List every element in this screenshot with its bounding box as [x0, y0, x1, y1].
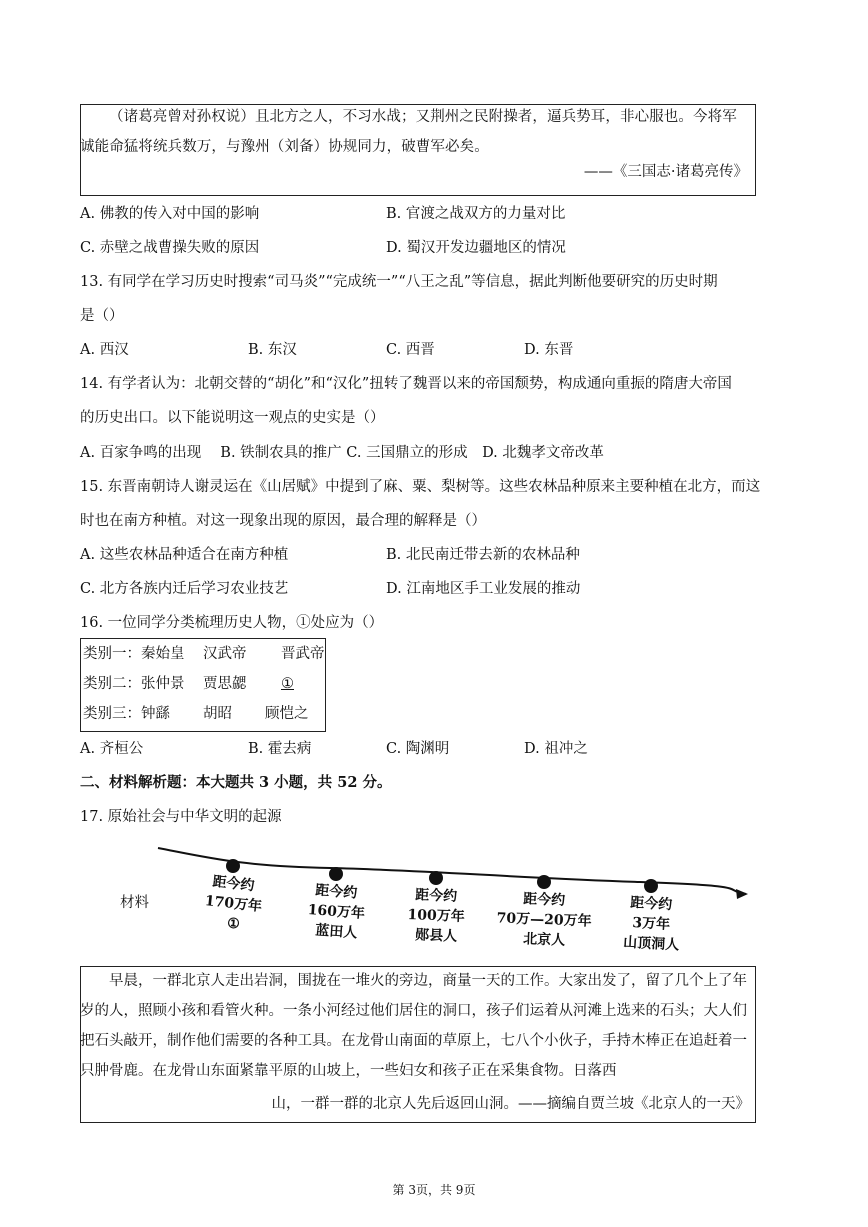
quote-source: ——《三国志·诸葛亮传》 — [583, 164, 748, 180]
question-14-stem: 14. 有学者认为：北朝交替的“胡化”和“汉化”扭转了魏晋以来的帝国颓势，构成通向重振的隋唐大帝国 — [80, 376, 732, 392]
option-a: A. 佛教的传入对中国的影响 — [80, 206, 260, 222]
timeline-label: 距今约 — [414, 887, 458, 905]
timeline-label: 蓝田人 — [314, 922, 358, 942]
material-label: 材料 — [120, 895, 149, 911]
timeline-arrow-icon — [736, 889, 748, 899]
table-cell: 顾恺之 — [265, 706, 309, 722]
option-b: B. 官渡之战双方的力量对比 — [386, 206, 566, 222]
timeline-point — [429, 871, 443, 885]
question-13-stem-cont: 是（） — [80, 308, 124, 324]
option-c: C. 赤壁之战曹操失败的原因 — [80, 240, 260, 256]
question-17-title: 17. 原始社会与中华文明的起源 — [80, 809, 282, 825]
passage-text: 早晨，一群北京人走出岩洞，围拢在一堆火的旁边，商量一天的工作。大家出发了，留了几个上了年岁的人，照顾小孩和看管火种。一条小河经过他们居住的洞口，孩子们运着从河滩上选来的石头；大人们把石头敲开，制作他们需要的各种工具。在龙骨山南面的草原上，七八个小伙子，手持木棒正在追赶着一只肿骨鹿。在龙骨山东面紧靠平原的山坡上，一些妇女和孩子正在采集食物。日落西 — [80, 973, 747, 1079]
timeline-label: 距今约 — [211, 873, 256, 895]
timeline-point — [537, 875, 551, 889]
timeline-label: 北京人 — [522, 931, 566, 949]
table-cell: 类别三：钟繇 — [83, 706, 170, 722]
timeline-point — [644, 879, 658, 893]
timeline-point — [226, 859, 240, 873]
option-d: D. 江南地区手工业发展的推动 — [386, 581, 581, 597]
timeline-label: 160万年 — [307, 902, 366, 922]
timeline-label: 距今约 — [314, 882, 358, 902]
timeline-label: 郧县人 — [414, 927, 458, 945]
timeline-label: 100万年 — [407, 907, 466, 925]
table-cell: 晋武帝 — [281, 646, 325, 662]
table-cell: 类别二：张仲景 — [83, 676, 185, 692]
option-d: D. 祖冲之 — [524, 741, 588, 757]
option-b: B. 霍去病 — [248, 741, 312, 757]
timeline-label: 距今约 — [522, 891, 566, 909]
option-c: C. 北方各族内迁后学习农业技艺 — [80, 581, 289, 597]
timeline-label: 山顶洞人 — [622, 934, 680, 954]
option-a: A. 齐桓公 — [80, 741, 144, 757]
option-b: B. 东汉 — [248, 342, 297, 358]
option-a: A. 西汉 — [80, 342, 129, 358]
timeline-label: 170万年 — [204, 893, 263, 915]
option-d: D. 东晋 — [524, 342, 574, 358]
table-cell: 胡昭 — [203, 706, 232, 722]
timeline-point — [329, 867, 343, 881]
question-14-options: A. 百家争鸣的出现 B. 铁制农具的推广 C. 三国鼎立的形成 D. 北魏孝文帝改革 — [80, 445, 604, 461]
table-cell: 类别一：秦始皇 — [83, 646, 185, 662]
option-d: D. 蜀汉开发边疆地区的情况 — [386, 240, 566, 256]
timeline-label: 距今约 — [629, 894, 673, 914]
question-13-stem: 13. 有同学在学习历史时搜索“司马炎”“完成统一”“八王之乱”等信息，据此判断他要研究的历史时期 — [80, 274, 718, 290]
option-c: C. 陶渊明 — [386, 741, 450, 757]
page-footer: 第 3页，共 9页 — [392, 1183, 476, 1197]
timeline-label: ① — [226, 915, 241, 933]
question-15-stem: 15. 东晋南朝诗人谢灵运在《山居赋》中提到了麻、粟、梨树等。这些农林品种原来主要种植在北方，而这 — [80, 479, 761, 495]
question-15-stem-cont: 时也在南方种植。对这一现象出现的原因，最合理的解释是（） — [80, 513, 486, 529]
timeline-label: 3万年 — [631, 915, 671, 933]
question-14-stem-cont: 的历史出口。以下能说明这一观点的史实是（） — [80, 410, 385, 426]
passage-end: 山，一群一群的北京人先后返回山洞。——摘编自贾兰坡《北京人的一天》 — [271, 1096, 750, 1112]
option-b: B. 北民南迁带去新的农林品种 — [386, 547, 580, 563]
timeline-label: 70万—20万年 — [496, 910, 592, 930]
quote-text: （诸葛亮曾对孙权说）且北方之人，不习水战；又荆州之民附操者，逼兵势耳，非心服也。今将军诚能命猛将统兵数万，与豫州（刘备）协规同力，破曹军必矣。 — [80, 109, 737, 155]
table-cell: 汉武帝 — [203, 646, 247, 662]
section-heading: 二、材料解析题：本大题共 3 小题，共 52 分。 — [80, 774, 392, 791]
table-cell: 贾思勰 — [203, 676, 247, 692]
timeline-diagram — [100, 838, 760, 960]
option-c: C. 西晋 — [386, 342, 435, 358]
classification-table — [80, 638, 326, 732]
question-16-stem: 16. 一位同学分类梳理历史人物，①处应为（） — [80, 615, 384, 631]
blank-marker: ① — [281, 676, 294, 692]
option-a: A. 这些农林品种适合在南方种植 — [80, 547, 289, 563]
